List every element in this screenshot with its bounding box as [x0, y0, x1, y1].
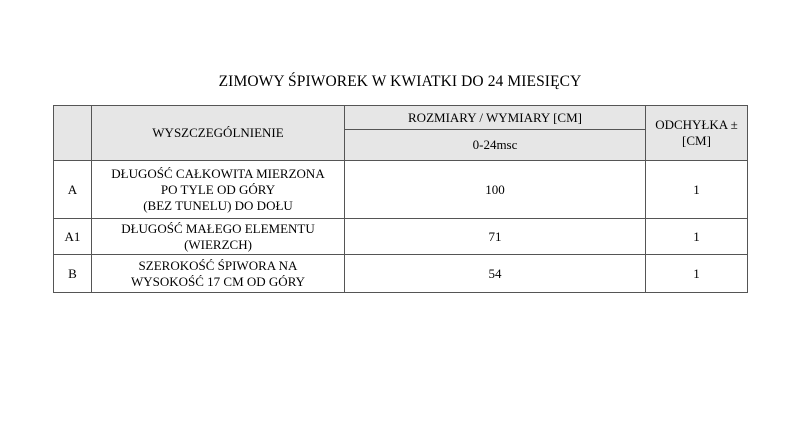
- row-description-line: WYSOKOŚĆ 17 CM OD GÓRY: [130, 273, 306, 289]
- row-value: 54: [345, 255, 646, 293]
- header-corner-cell: [54, 106, 92, 161]
- row-description-line: SZEROKOŚĆ ŚPIWORA NA: [138, 257, 298, 273]
- row-value: 100: [345, 161, 646, 219]
- row-tolerance: 1: [646, 161, 748, 219]
- row-description: [92, 255, 345, 293]
- table-row: [54, 161, 748, 219]
- header-size-range: 0-24msc: [345, 130, 646, 161]
- row-code: A: [54, 161, 92, 219]
- row-description: [92, 161, 345, 219]
- row-code: A1: [54, 219, 92, 255]
- row-description-line: PO TYLE OD GÓRY: [160, 181, 276, 197]
- table-row: [54, 255, 748, 293]
- document-title: ZIMOWY ŚPIWOREK W KWIATKI DO 24 MIESIĘCY: [218, 73, 582, 90]
- row-description: [92, 219, 345, 255]
- header-tolerance: ODCHYŁKA ± [CM]: [646, 106, 748, 161]
- row-description-line: (WIERZCH): [184, 236, 252, 252]
- row-value: 71: [345, 219, 646, 255]
- row-description-line: DŁUGOŚĆ MAŁEGO ELEMENTU: [121, 220, 315, 236]
- measurements-table: [53, 105, 748, 293]
- row-tolerance: 1: [646, 219, 748, 255]
- table-header-row: [54, 106, 748, 130]
- header-sizes-group: ROZMIARY / WYMIARY [CM]: [345, 106, 646, 130]
- row-code: B: [54, 255, 92, 293]
- header-description: WYSZCZEGÓLNIENIE: [92, 106, 345, 161]
- row-description-line: (BEZ TUNELU) DO DOŁU: [143, 197, 293, 213]
- row-description-line: DŁUGOŚĆ CAŁKOWITA MIERZONA: [111, 165, 325, 181]
- row-tolerance: 1: [646, 255, 748, 293]
- table-row: [54, 219, 748, 255]
